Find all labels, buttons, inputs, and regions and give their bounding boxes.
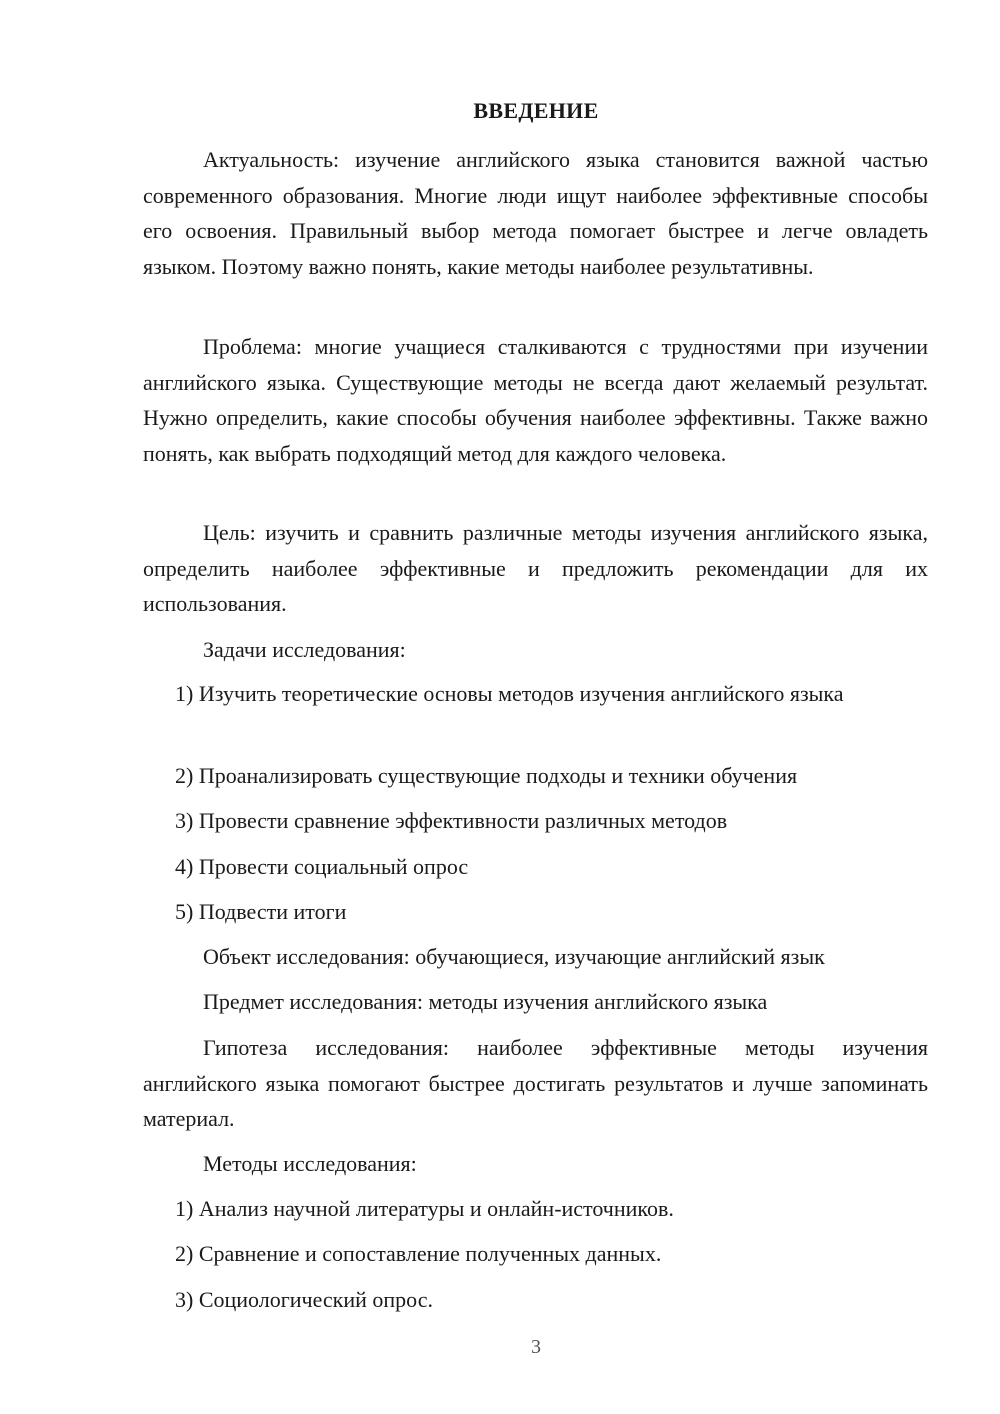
method-item: 1) Анализ научной литературы и онлайн-источников. <box>175 1196 674 1221</box>
relevance-paragraph: Актуальность: изучение английского языка становится важной частью современного образования. Многие люди ищут наиболее эффективные способы его освоения. Правильный выбор метода помогает быстрее и легче овладеть языком. Поэтому важно понять, какие методы наиболее результативны. <box>143 147 928 279</box>
problem-paragraph: Проблема: многие учащиеся сталкиваются с трудностями при изучении английского языка. Существующие методы не всегда дают желаемый результат. Нужно определить, какие способы обучения наиболее эффективны. Также важно понять, как выбрать подходящий метод для каждого человека. <box>143 334 928 466</box>
object-line: Объект исследования: обучающиеся, изучающие английский язык <box>203 944 825 969</box>
task-item: 2) Проанализировать существующие подходы и техники обучения <box>175 763 798 788</box>
task-item: 3) Провести сравнение эффективности различных методов <box>175 808 728 833</box>
section-heading: ВВЕДЕНИЕ <box>473 98 599 123</box>
method-item: 2) Сравнение и сопоставление полученных данных. <box>175 1241 662 1266</box>
task-item: 1) Изучить теоретические основы методов изучения английского языка <box>175 681 844 706</box>
page-number: 3 <box>531 1336 541 1358</box>
method-item: 3) Социологический опрос. <box>175 1287 433 1312</box>
subject-line: Предмет исследования: методы изучения английского языка <box>203 989 768 1014</box>
task-item: 5) Подвести итоги <box>175 899 347 924</box>
tasks-title: Задачи исследования: <box>203 637 406 662</box>
goal-paragraph: Цель: изучить и сравнить различные методы изучения английского языка, определить наиболее эффективные и предложить рекомендации для их использования. <box>143 520 928 616</box>
hypothesis-paragraph: Гипотеза исследования: наиболее эффективные методы изучения английского языка помогают быстрее достигать результатов и лучше запоминать материал. <box>143 1035 928 1131</box>
methods-title: Методы исследования: <box>203 1151 417 1176</box>
task-item: 4) Провести социальный опрос <box>175 854 469 879</box>
